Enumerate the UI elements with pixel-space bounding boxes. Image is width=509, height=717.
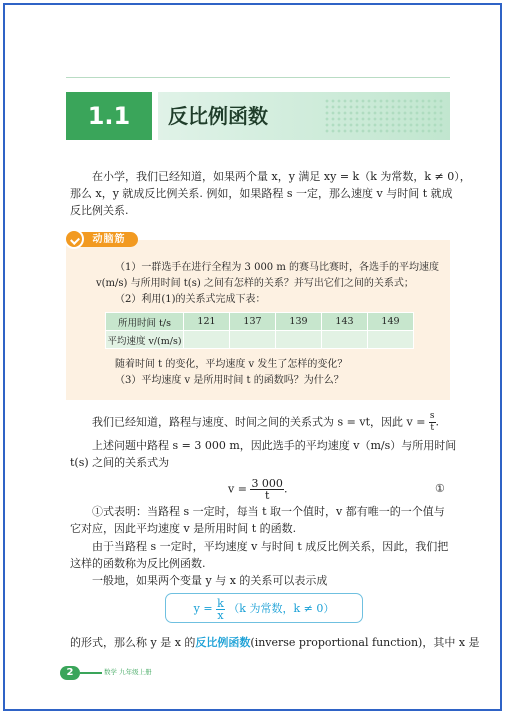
table-cell-speed-empty — [230, 331, 276, 349]
fraction-k-over-x — [216, 598, 225, 621]
para3-line-2: 它对应，因此平均速度 v 是所用时间 t 的函数. — [70, 522, 297, 535]
table-cell-time: 137 — [230, 313, 276, 331]
table-cell-time: 143 — [322, 313, 368, 331]
footer-book-title: 数学 九年级上册 — [104, 668, 152, 676]
definition-formula — [166, 594, 362, 624]
term-inverse-proportional-function: 反比例函数 — [195, 636, 251, 649]
fraction-denominator: t — [264, 489, 270, 502]
decorative-dots — [324, 98, 444, 134]
speed-time-table — [105, 312, 414, 349]
section-banner — [66, 92, 450, 140]
intro-line-1: 在小学，我们已经知道，如果两个量 x，y 满足 xy = k（k 为常数，k ≠ 0）， — [92, 170, 471, 183]
para2-line-2: t(s) 之间的关系式为 — [70, 456, 170, 469]
activity-q3-line-2: （3）平均速度 v 是所用时间 t 的函数吗？为什么？ — [115, 375, 344, 386]
definition-suffix: (inverse proportional function)，其中 x 是 — [250, 636, 480, 649]
fraction-3000-over-t — [250, 478, 284, 501]
table-row-time — [106, 313, 414, 331]
section-title: 反比例函数 — [168, 104, 268, 128]
fraction-denominator: t — [430, 423, 435, 433]
table-row-speed — [106, 331, 414, 349]
table-cell-speed-empty — [368, 331, 414, 349]
para4-line-2: 这样的函数称为反比例函数. — [70, 557, 206, 570]
para5: 一般地，如果两个变量 y 与 x 的关系可以表示成 — [92, 574, 328, 587]
activity-q3-line-1: 随着时间 t 的变化，平均速度 v 发生了怎样的变化？ — [115, 359, 348, 370]
definition-formula-box — [165, 593, 363, 623]
formula-left: y = — [193, 602, 213, 615]
formula-condition: （k 为常数，k ≠ 0） — [228, 602, 335, 615]
table-cell-speed-empty — [322, 331, 368, 349]
table-cell-time: 139 — [276, 313, 322, 331]
definition-prefix: 的形式，那么称 y 是 x 的 — [70, 636, 196, 649]
definition-line — [70, 634, 480, 652]
relation-line: 我们已经知道，路程与速度、时间之间的关系式为 s = vt，因此 v = $\frac{s}{t}$ . — [92, 411, 440, 433]
footer-accent-line — [80, 672, 102, 674]
check-icon — [64, 229, 84, 249]
banner-divider — [152, 92, 158, 140]
fraction-s-over-t — [429, 411, 436, 434]
para4-line-1: 由于当路程 s 一定时，平均速度 v 与时间 t 成反比例关系，因此，我们把 — [92, 540, 449, 553]
table-header-time: 所用时间 t/s — [106, 313, 184, 331]
activity-q1-line-1: （1）一群选手在进行全程为 3 000 m 的赛马比赛时，各选手的平均速度 — [115, 262, 440, 273]
page-number: 2 — [60, 666, 80, 680]
table-cell-time: 121 — [184, 313, 230, 331]
table-cell-speed-empty — [184, 331, 230, 349]
fraction-denominator: x — [217, 608, 224, 622]
table-cell-time: 149 — [368, 313, 414, 331]
activity-q2: （2）利用(1)的关系式完成下表： — [115, 294, 266, 305]
top-rule — [66, 77, 450, 78]
intro-line-2: 那么 x，y 就成反比例关系. 例如，如果路程 s 一定，那么速度 v 与时间 t 就成 — [70, 187, 453, 200]
para2-line-1: 上述问题中路程 s = 3 000 m，因此选手的平均速度 v（m/s）与所用时间 — [92, 439, 457, 452]
section-number: 1.1 — [66, 92, 152, 140]
para3-line-1: ①式表明：当路程 s 一定时，每当 t 取一个值时，v 都有唯一的一个值与 — [92, 505, 445, 518]
fraction-numerator: s — [429, 411, 435, 421]
activity-badge-label: 动脑筋 — [80, 232, 138, 247]
equation-1: v = $\frac{3 000}{t}$ . — [228, 477, 288, 502]
equation-marker: ① — [435, 482, 445, 495]
table-cell-speed-empty — [276, 331, 322, 349]
fraction-numerator: 3 000 — [251, 477, 283, 490]
table-header-speed: 平均速度 v/(m/s) — [106, 331, 184, 349]
relation-text: 我们已经知道，路程与速度、时间之间的关系式为 s = vt，因此 v = — [92, 415, 426, 429]
activity-q1-line-2: v(m/s) 与所用时间 t(s) 之间有怎样的关系？并写出它们之间的关系式； — [96, 278, 414, 289]
intro-line-3: 反比例关系. — [70, 204, 129, 217]
fraction-numerator: k — [217, 596, 224, 610]
equation-left: v = — [228, 482, 247, 496]
